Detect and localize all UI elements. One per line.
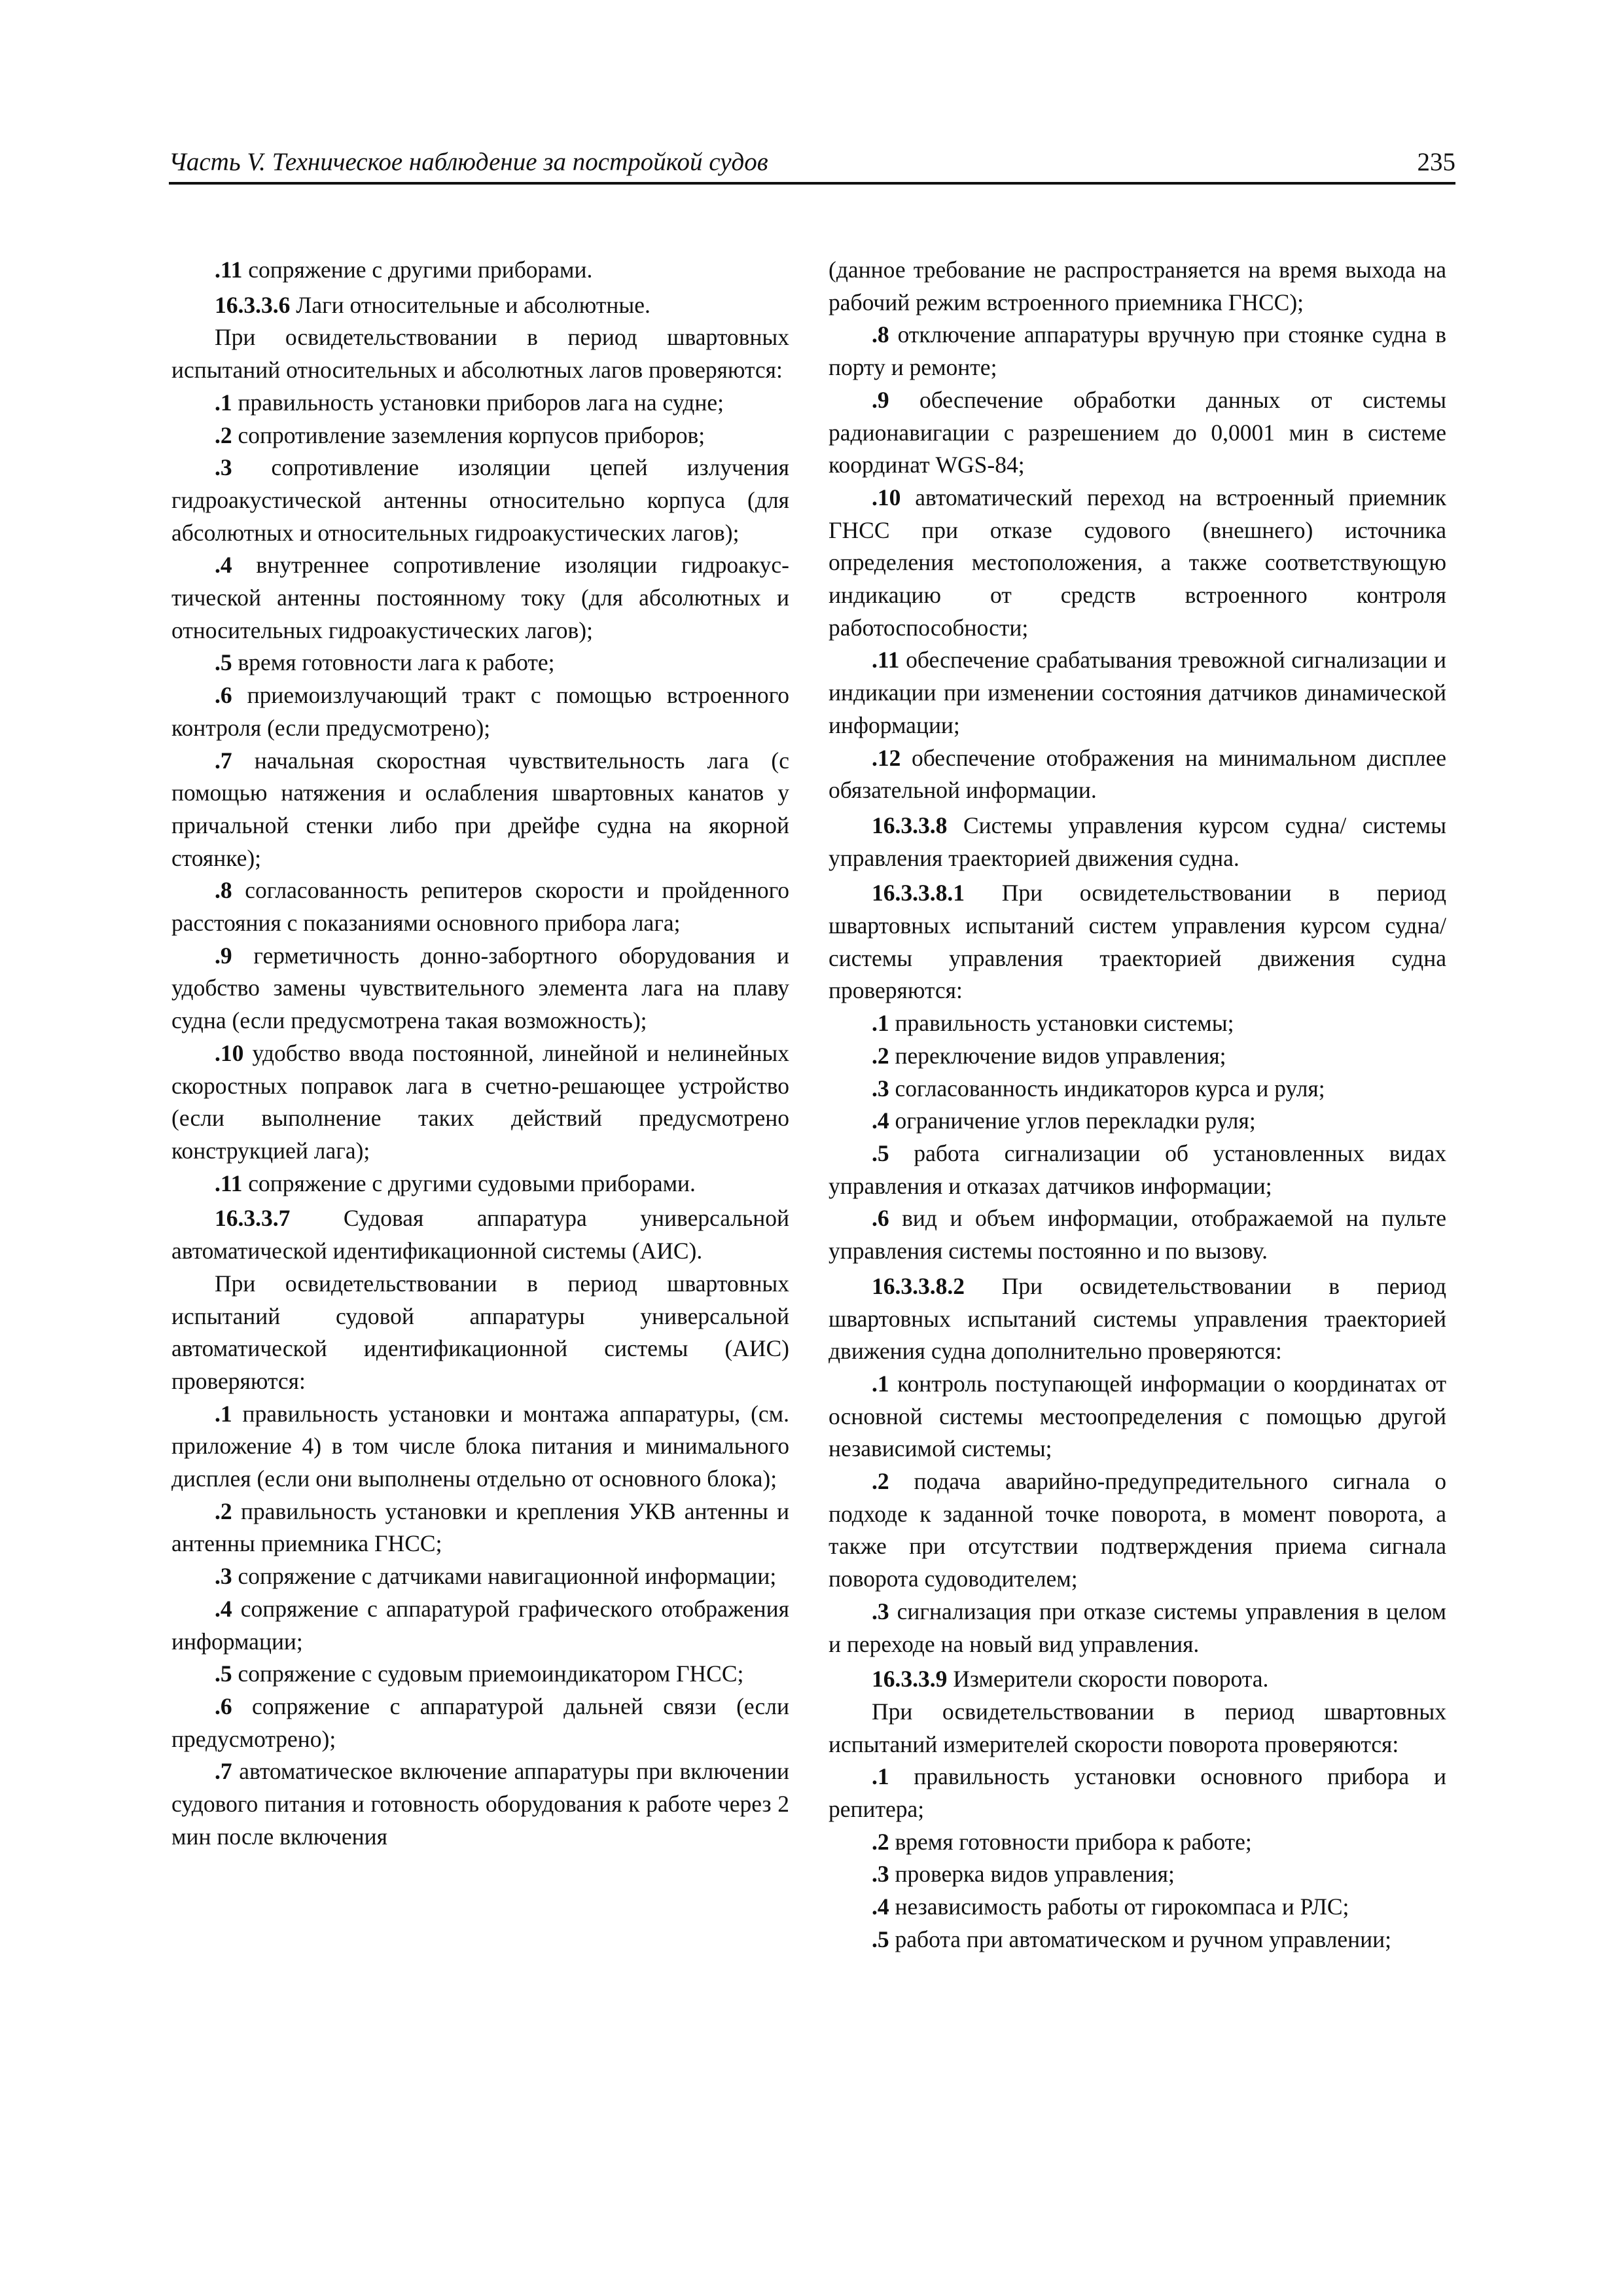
paragraph: [171, 745, 789, 875]
paragraph-text: вид и объем информации, отображаемой на пульте управления системы постоянно и по вызову.: [829, 1205, 1446, 1265]
paragraph: [829, 384, 1446, 482]
item-number: .2: [872, 1468, 889, 1495]
paragraph-text: сопряжение с другими приборами.: [242, 257, 593, 283]
paragraph-text: При освидетельствовании в период швартовных испытаний системы управления траекторией движения судна дополнительно проверяются:: [829, 1272, 1446, 1365]
paragraph-text: герметичность донно-забортного оборудования и удобство замены чувствительного элемента лага на плаву судна (если предусмотрена такая возможность);: [171, 942, 789, 1034]
paragraph: [829, 482, 1446, 645]
paragraph-text: согласованность индикаторов курса и руля;: [889, 1075, 1325, 1102]
paragraph-text: (данное требование не распространяется на время выхода на рабочий режим встроенного приемника ГНСС);: [829, 257, 1446, 315]
item-number: .4: [215, 1595, 232, 1622]
paragraph: [829, 1040, 1446, 1073]
right-text-column: [829, 254, 1446, 1956]
paragraph-text: сопряжение с датчиками навигационной информации;: [232, 1563, 777, 1590]
item-number: .5: [872, 1926, 889, 1952]
left-text-column: [171, 254, 789, 1853]
page-number: 235: [1417, 148, 1455, 176]
item-number: .12: [872, 744, 901, 771]
paragraph-text: сопротивление изоляции цепей излучения гидроакустической антенны относительно корпуса (для абсолютных и относительных гидроакустических лагов);: [171, 454, 789, 546]
paragraph: [171, 647, 789, 679]
paragraph: [171, 387, 789, 420]
paragraph: [829, 1202, 1446, 1267]
paragraph: [829, 1891, 1446, 1924]
item-number: 16.3.3.8: [872, 812, 948, 838]
paragraph: [171, 452, 789, 549]
paragraph: [171, 1268, 789, 1398]
paragraph: [171, 1755, 789, 1853]
paragraph-text: приемоизлучающий тракт с помощью встроенного контроля (если предусмотрено);: [171, 682, 789, 741]
item-number: .8: [215, 877, 232, 904]
paragraph-text: сопряжение с другими судовыми приборами.: [242, 1170, 696, 1196]
item-number: .9: [872, 386, 889, 413]
paragraph-text: правильность установки основного прибора и репитера;: [829, 1763, 1446, 1823]
paragraph: [829, 1138, 1446, 1202]
paragraph: [171, 1202, 789, 1267]
paragraph-text: обеспечение срабатывания тревожной сигнализации и индикации при изменении состояния датчиков динамической информации;: [829, 647, 1446, 738]
item-number: 16.3.3.8.1: [872, 880, 965, 906]
paragraph: [171, 1593, 789, 1658]
paragraph-text: При освидетельствовании в период швартовных испытаний судовой аппаратуры универсальной автоматической идентификационной системы (АИС) проверяются:: [171, 1270, 789, 1394]
item-number: .4: [872, 1107, 889, 1134]
paragraph: [171, 1658, 789, 1691]
item-number: .11: [872, 647, 900, 673]
paragraph-text: работа сигнализации об установленных видах управления и отказах датчиков информации;: [829, 1139, 1446, 1199]
paragraph-text: При освидетельствовании в период швартовных испытаний относительных и абсолютных лагов проверяются:: [171, 324, 789, 384]
paragraph: [829, 1826, 1446, 1859]
paragraph: [829, 1596, 1446, 1660]
item-number: .5: [215, 649, 232, 676]
item-number: 16.3.3.8.2: [872, 1272, 965, 1299]
paragraph: [171, 549, 789, 647]
paragraph-text: При освидетельствовании в период швартовных испытаний измерителей скорости поворота проверяются:: [829, 1698, 1446, 1757]
item-number: .4: [872, 1893, 889, 1920]
item-number: .1: [872, 1370, 889, 1397]
paragraph-text: согласованность репитеров скорости и пройденного расстояния с показаниями основного прибора лага;: [171, 877, 789, 937]
paragraph: [171, 940, 789, 1037]
paragraph: [171, 1496, 789, 1560]
paragraph-text: время готовности прибора к работе;: [889, 1828, 1252, 1855]
paragraph: [829, 1924, 1446, 1956]
paragraph: [829, 1105, 1446, 1138]
paragraph-text: правильность установки системы;: [889, 1010, 1234, 1037]
paragraph-text: автоматическое включение аппаратуры при включении судового питания и готовность оборудования к работе через 2 мин после включения: [171, 1758, 789, 1850]
item-number: .3: [215, 1563, 232, 1590]
item-number: .5: [215, 1660, 232, 1687]
paragraph-text: сопряжение с судовым приемоиндикатором ГНСС;: [232, 1660, 744, 1687]
paragraph-text: При освидетельствовании в период швартовных испытаний систем управления курсом судна/системы управления траекторией движения судна проверяются:: [829, 880, 1446, 1004]
paragraph-text: подача аварийно-предупредительного сигнала о подходе к заданной точке поворота, в момент поворота, а также при отсутствии подтверждения приема сигнала поворота судоводителем;: [829, 1468, 1446, 1592]
paragraph-text: Лаги относительные и абсолютные.: [290, 291, 651, 318]
item-number: 16.3.3.9: [872, 1666, 948, 1693]
paragraph: [829, 1007, 1446, 1040]
paragraph-text: сопряжение с аппаратурой графического отображения информации;: [171, 1595, 789, 1655]
item-number: .1: [872, 1010, 889, 1037]
paragraph: [829, 1465, 1446, 1596]
item-number: .6: [215, 1693, 232, 1719]
paragraph-text: обеспечение обработки данных от системы радионавигации с разрешением до 0,0001 мин в системе координат WGS-84;: [829, 386, 1446, 478]
paragraph-text: работа при автоматическом и ручном управлении;: [889, 1926, 1392, 1952]
paragraph: [829, 1270, 1446, 1368]
paragraph: [829, 644, 1446, 742]
item-number: 16.3.3.7: [215, 1205, 291, 1232]
paragraph-text: внутреннее сопротивление изоляции гидроакустической антенны постоянному току (для абсолютных и относительных гидроакустических лагов);: [171, 552, 789, 643]
paragraph-text: начальная скоростная чувствительность лага (с помощью натяжения и ослабления швартовных канатов у причальной стенки либо при дрейфе судна на якорной стоянке);: [171, 747, 789, 871]
paragraph: [829, 1073, 1446, 1105]
paragraph: [829, 319, 1446, 384]
paragraph: [171, 679, 789, 744]
item-number: .7: [215, 747, 232, 774]
header-title: Часть V. Техническое наблюдение за постройкой судов: [169, 148, 768, 176]
paragraph-text: Измерители скорости поворота.: [947, 1666, 1269, 1693]
item-number: .7: [215, 1758, 232, 1785]
paragraph: [171, 1398, 789, 1496]
item-number: .4: [215, 552, 232, 579]
paragraph: [171, 1168, 789, 1200]
paragraph: [829, 1696, 1446, 1761]
item-number: .6: [215, 682, 232, 709]
paragraph-text: контроль поступающей информации о координатах от основной системы местоопределения с помощью другой независимой системы;: [829, 1370, 1446, 1462]
paragraph: [171, 254, 789, 287]
paragraph: [171, 1560, 789, 1593]
paragraph: [829, 1368, 1446, 1465]
paragraph-text: сигнализация при отказе системы управления в целом и переходе на новый вид управления.: [829, 1598, 1446, 1657]
paragraph: [829, 742, 1446, 807]
paragraph: [829, 877, 1446, 1007]
paragraph: [829, 810, 1446, 874]
item-number: .2: [872, 1828, 889, 1855]
paragraph-text: правильность установки и монтажа аппаратуры, (см. приложение 4) в том числе блока питания и минимального дисплея (если они выполнены отдельно от основного блока);: [171, 1400, 789, 1492]
item-number: .9: [215, 942, 232, 969]
paragraph-text: независимость работы от гирокомпаса и РЛС;: [889, 1893, 1349, 1920]
paragraph-text: проверка видов управления;: [889, 1861, 1175, 1888]
item-number: .1: [215, 389, 232, 416]
paragraph: [829, 1761, 1446, 1825]
paragraph: [171, 1037, 789, 1168]
item-number: .3: [872, 1598, 889, 1624]
item-number: .3: [872, 1075, 889, 1102]
paragraph-text: удобство ввода постоянной, линейной и нелинейных скоростных поправок лага в счетно-решающее устройство (если выполнение таких действий предусмотрено конструкцией лага);: [171, 1039, 789, 1164]
paragraph: [171, 874, 789, 939]
paragraph-text: Судовая аппаратура универсальной автоматической идентификационной системы (АИС).: [171, 1205, 789, 1265]
paragraph: [829, 254, 1446, 319]
item-number: .2: [215, 1498, 232, 1524]
item-number: 16.3.3.6: [215, 291, 291, 318]
item-number: .8: [872, 321, 889, 348]
paragraph-text: сопротивление заземления корпусов приборов;: [232, 422, 705, 448]
item-number: .11: [215, 1170, 243, 1196]
paragraph-text: переключение видов управления;: [889, 1042, 1226, 1069]
paragraph-text: правильность установки и крепления УКВ антенны и антенны приемника ГНСС;: [171, 1498, 789, 1557]
item-number: .3: [215, 454, 232, 481]
paragraph-text: отключение аппаратуры вручную при стоянке судна в порту и ремонте;: [829, 321, 1446, 381]
paragraph: [171, 321, 789, 386]
paragraph-text: сопряжение с аппаратурой дальней связи (если предусмотрено);: [171, 1693, 789, 1752]
item-number: .2: [215, 422, 232, 448]
paragraph-text: автоматический переход на встроенный приемник ГНСС при отказе судового (внешнего) источника определения местоположения, а также соответствующую индикацию от средств встроенного контроля работоспособности;: [829, 484, 1446, 641]
paragraph: [171, 289, 789, 322]
item-number: .3: [872, 1861, 889, 1888]
paragraph: [829, 1858, 1446, 1891]
item-number: .10: [872, 484, 901, 511]
item-number: .2: [872, 1042, 889, 1069]
paragraph-text: правильность установки приборов лага на судне;: [232, 389, 724, 416]
paragraph-text: ограничение углов перекладки руля;: [889, 1107, 1256, 1134]
item-number: .5: [872, 1139, 889, 1166]
running-header: [169, 145, 1455, 185]
item-number: .10: [215, 1039, 244, 1066]
paragraph-text: обеспечение отображения на минимальном дисплее обязательной информации.: [829, 744, 1446, 804]
paragraph: [829, 1663, 1446, 1696]
paragraph-text: время готовности лага к работе;: [232, 649, 555, 676]
item-number: .1: [215, 1400, 232, 1427]
paragraph: [171, 420, 789, 452]
paragraph-text: Системы управления курсом судна/ системы управления траекторией движения судна.: [829, 812, 1446, 871]
item-number: .1: [872, 1763, 889, 1790]
paragraph: [171, 1691, 789, 1755]
item-number: .6: [872, 1205, 889, 1232]
item-number: .11: [215, 257, 243, 283]
